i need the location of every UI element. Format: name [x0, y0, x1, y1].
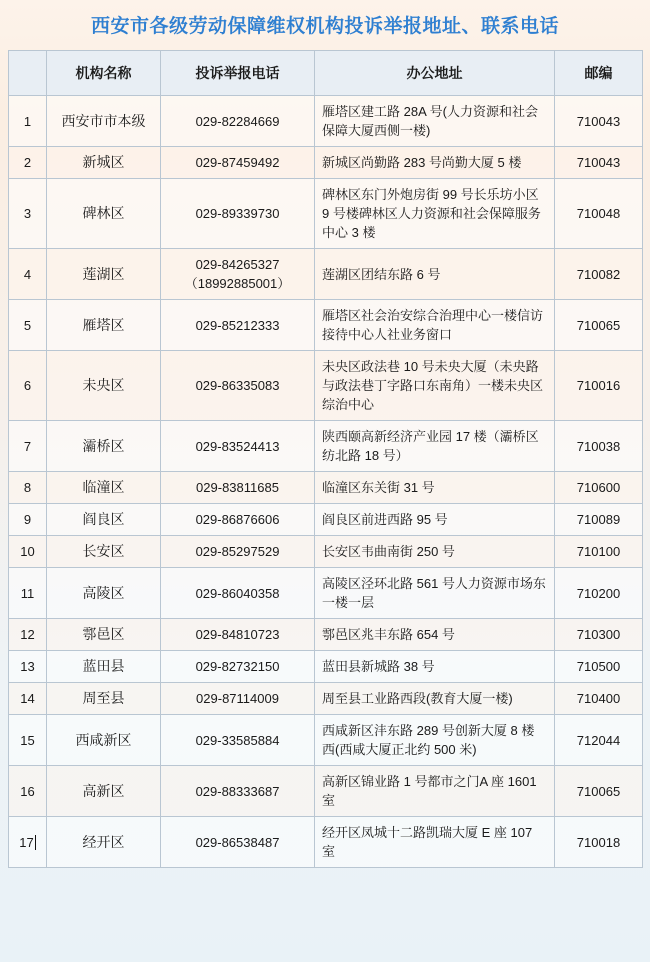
cell-index: 5: [9, 300, 47, 351]
cell-index: 17: [9, 817, 47, 868]
table-row: [9, 568, 643, 619]
cell-index: 15: [9, 715, 47, 766]
table-row: [9, 300, 643, 351]
cell-address: 周至县工业路西段(教育大厦一楼): [315, 683, 555, 715]
cell-zip: 710089: [555, 504, 643, 536]
cell-index: 6: [9, 351, 47, 421]
table-row: [9, 715, 643, 766]
page-title: 西安市各级劳动保障维权机构投诉举报地址、联系电话: [90, 16, 559, 37]
cell-zip: 710065: [555, 300, 643, 351]
cell-address: 高陵区泾环北路 561 号人力资源市场东一楼一层: [315, 568, 555, 619]
cell-tel: 029-86538487: [161, 817, 315, 868]
cell-tel: 029-84265327（18992885001）: [161, 249, 315, 300]
cell-tel: 029-89339730: [161, 179, 315, 249]
cell-org: 周至县: [47, 683, 161, 715]
cell-address: 阎良区前进西路 95 号: [315, 504, 555, 536]
table-row: [9, 472, 643, 504]
cell-index: 16: [9, 766, 47, 817]
cell-index: 11: [9, 568, 47, 619]
table-row: [9, 817, 643, 868]
cell-index: 8: [9, 472, 47, 504]
cell-zip: 710065: [555, 766, 643, 817]
cell-index: 2: [9, 147, 47, 179]
cell-zip: 710200: [555, 568, 643, 619]
cell-tel: 029-86876606: [161, 504, 315, 536]
cell-org: 新城区: [47, 147, 161, 179]
cell-org: 经开区: [47, 817, 161, 868]
column-header-tel: 投诉举报电话: [161, 51, 315, 96]
cell-address: 未央区政法巷 10 号未央大厦（未央路与政法巷丁字路口东南角）一楼未央区综治中心: [315, 351, 555, 421]
table-body: [9, 96, 643, 868]
cell-address: 西咸新区沣东路 289 号创新大厦 8 楼西(西咸大厦正北约 500 米): [315, 715, 555, 766]
table-row: [9, 651, 643, 683]
cell-tel: 029-83524413: [161, 421, 315, 472]
column-header-address: 办公地址: [315, 51, 555, 96]
cell-index: 14: [9, 683, 47, 715]
cell-tel: 029-82732150: [161, 651, 315, 683]
cell-org: 高新区: [47, 766, 161, 817]
cell-address: 长安区韦曲南街 250 号: [315, 536, 555, 568]
cell-address: 高新区锦业路 1 号都市之门A 座 1601 室: [315, 766, 555, 817]
cell-address: 临潼区东关街 31 号: [315, 472, 555, 504]
cell-tel: 029-85212333: [161, 300, 315, 351]
cell-org: 西安市市本级: [47, 96, 161, 147]
cell-index: 3: [9, 179, 47, 249]
cell-org: 高陵区: [47, 568, 161, 619]
table-row: [9, 536, 643, 568]
table-row: [9, 619, 643, 651]
column-header-zip: 邮编: [555, 51, 643, 96]
cell-org: 碑林区: [47, 179, 161, 249]
cell-address: 雁塔区建工路 28A 号(人力资源和社会保障大厦西侧一楼): [315, 96, 555, 147]
cell-address: 经开区凤城十二路凯瑞大厦 E 座 107 室: [315, 817, 555, 868]
cell-address: 新城区尚勤路 283 号尚勤大厦 5 楼: [315, 147, 555, 179]
table-row: [9, 147, 643, 179]
cell-tel: 029-82284669: [161, 96, 315, 147]
cell-zip: 710300: [555, 619, 643, 651]
table-row: [9, 766, 643, 817]
table-row: [9, 421, 643, 472]
cell-address: 莲湖区团结东路 6 号: [315, 249, 555, 300]
cell-zip: 710043: [555, 96, 643, 147]
table-row: [9, 504, 643, 536]
cell-zip: 710038: [555, 421, 643, 472]
cell-zip: 710043: [555, 147, 643, 179]
cell-org: 未央区: [47, 351, 161, 421]
cell-address: 雁塔区社会治安综合治理中心一楼信访接待中心人社业务窗口: [315, 300, 555, 351]
cell-zip: 710500: [555, 651, 643, 683]
table-row: [9, 179, 643, 249]
cell-tel: 029-88333687: [161, 766, 315, 817]
cell-zip: 710082: [555, 249, 643, 300]
cell-address: 陕西颐高新经济产业园 17 楼（灞桥区纺北路 18 号）: [315, 421, 555, 472]
cell-org: 临潼区: [47, 472, 161, 504]
contacts-table: [8, 50, 643, 868]
cell-tel: 029-86040358: [161, 568, 315, 619]
cell-zip: 712044: [555, 715, 643, 766]
cell-tel: 029-87459492: [161, 147, 315, 179]
table-header-row: [9, 51, 643, 96]
cell-org: 雁塔区: [47, 300, 161, 351]
table-row: [9, 351, 643, 421]
cell-org: 鄠邑区: [47, 619, 161, 651]
cell-index: 1: [9, 96, 47, 147]
cell-address: 碑林区东门外炮房街 99 号长乐坊小区 9 号楼碑林区人力资源和社会保障服务中心 3 楼: [315, 179, 555, 249]
cell-tel: 029-85297529: [161, 536, 315, 568]
table-row: [9, 683, 643, 715]
cell-index: 7: [9, 421, 47, 472]
column-header-index: [9, 51, 47, 96]
cell-org: 阎良区: [47, 504, 161, 536]
column-header-org: 机构名称: [47, 51, 161, 96]
cell-zip: 710600: [555, 472, 643, 504]
cell-zip: 710018: [555, 817, 643, 868]
cell-zip: 710400: [555, 683, 643, 715]
cell-address: 蓝田县新城路 38 号: [315, 651, 555, 683]
cell-org: 长安区: [47, 536, 161, 568]
cell-org: 蓝田县: [47, 651, 161, 683]
cell-org: 灞桥区: [47, 421, 161, 472]
cell-index: 10: [9, 536, 47, 568]
cell-tel: 029-83811685: [161, 472, 315, 504]
text-caret: [35, 835, 36, 850]
cell-org: 莲湖区: [47, 249, 161, 300]
cell-zip: 710100: [555, 536, 643, 568]
cell-tel: 029-84810723: [161, 619, 315, 651]
cell-index: 4: [9, 249, 47, 300]
cell-tel: 029-86335083: [161, 351, 315, 421]
cell-org: 西咸新区: [47, 715, 161, 766]
table-row: [9, 249, 643, 300]
document-title-bar: [8, 10, 642, 50]
cell-address: 鄠邑区兆丰东路 654 号: [315, 619, 555, 651]
cell-tel: 029-87114009: [161, 683, 315, 715]
table-header: [9, 51, 643, 96]
cell-index: 12: [9, 619, 47, 651]
cell-zip: 710048: [555, 179, 643, 249]
cell-tel: 029-33585884: [161, 715, 315, 766]
cell-zip: 710016: [555, 351, 643, 421]
cell-index: 13: [9, 651, 47, 683]
table-row: [9, 96, 643, 147]
cell-index: 9: [9, 504, 47, 536]
